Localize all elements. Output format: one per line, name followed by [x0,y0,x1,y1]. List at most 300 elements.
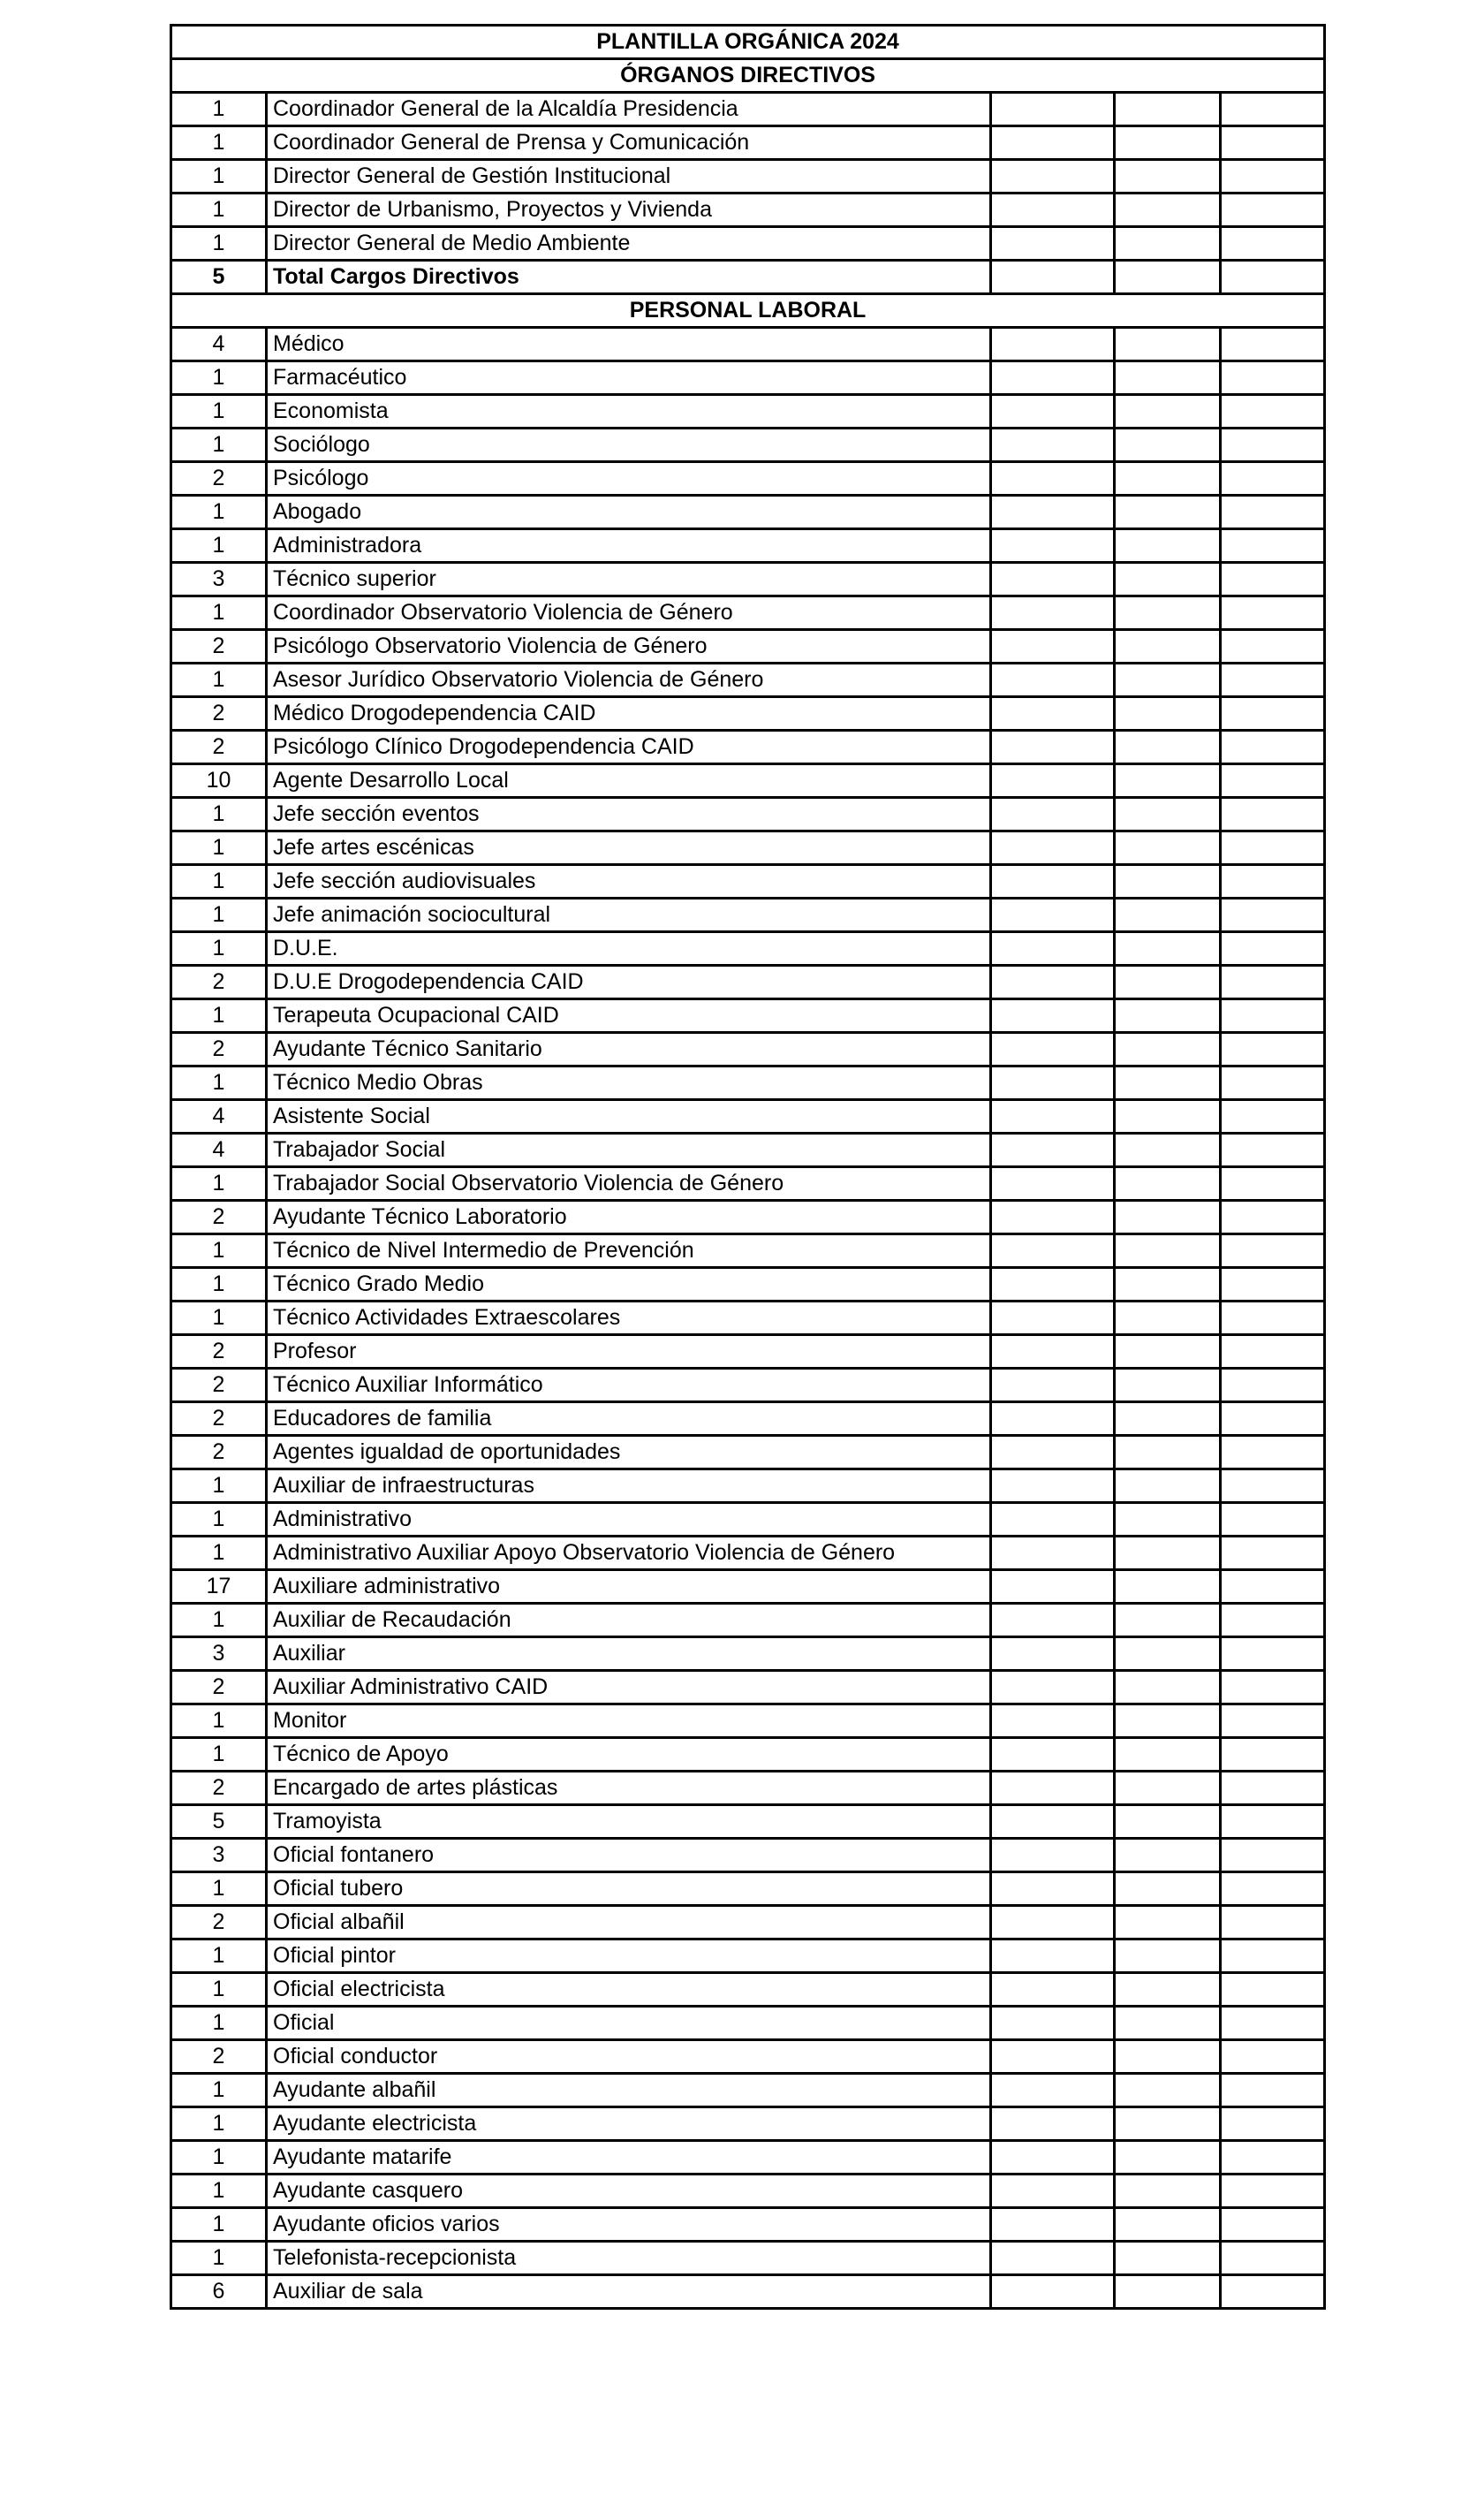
empty-cell [1115,1201,1221,1234]
empty-cell [1221,1671,1325,1704]
empty-cell [1221,1134,1325,1167]
empty-cell [1221,529,1325,563]
empty-cell [1115,261,1221,294]
empty-cell [991,160,1115,194]
count-cell: 1 [171,429,267,462]
count-cell: 1 [171,999,267,1033]
position-cell: Oficial fontanero [267,1839,991,1872]
count-cell: 1 [171,1738,267,1772]
empty-cell [1221,1066,1325,1100]
empty-cell [991,596,1115,630]
empty-cell [991,2208,1115,2242]
position-cell: Administrativo [267,1503,991,1537]
empty-cell [1115,2107,1221,2141]
position-cell: Educadores de familia [267,1402,991,1436]
empty-cell [1115,1671,1221,1704]
table-row [171,1066,1325,1100]
count-cell: 1 [171,2208,267,2242]
empty-cell [1221,697,1325,731]
table-row [171,529,1325,563]
position-cell: Agentes igualdad de oportunidades [267,1436,991,1469]
position-cell: Agente Desarrollo Local [267,764,991,798]
empty-cell [1221,1100,1325,1134]
empty-cell [1115,2141,1221,2175]
table-row [171,831,1325,865]
empty-cell [1115,2242,1221,2275]
empty-cell [991,2275,1115,2309]
empty-cell [1221,2141,1325,2175]
position-cell: Profesor [267,1335,991,1369]
empty-cell [991,1066,1115,1100]
position-cell: Oficial tubero [267,1872,991,1906]
count-cell: 2 [171,1402,267,1436]
count-cell: 4 [171,1100,267,1134]
table-row [171,462,1325,496]
empty-cell [991,126,1115,160]
table-row [171,1570,1325,1604]
empty-cell [991,1201,1115,1234]
empty-cell [991,999,1115,1033]
count-cell: 1 [171,1503,267,1537]
empty-cell [991,529,1115,563]
empty-cell [1221,1033,1325,1066]
empty-cell [1221,1167,1325,1201]
position-cell: Farmacéutico [267,361,991,395]
table-row [171,227,1325,261]
empty-cell [1221,1201,1325,1234]
empty-cell [1221,1839,1325,1872]
empty-cell [991,1805,1115,1839]
empty-cell [991,1234,1115,1268]
count-cell: 1 [171,1872,267,1906]
empty-cell [1221,1704,1325,1738]
empty-cell [1221,1570,1325,1604]
empty-cell [1115,328,1221,361]
empty-cell [991,1100,1115,1134]
count-cell: 1 [171,932,267,966]
empty-cell [991,429,1115,462]
empty-cell [1115,2208,1221,2242]
count-cell: 2 [171,1335,267,1369]
position-cell: Administradora [267,529,991,563]
count-cell: 1 [171,529,267,563]
count-cell: 2 [171,1671,267,1704]
empty-cell [1115,596,1221,630]
empty-cell [991,328,1115,361]
table-row [171,1402,1325,1436]
empty-cell [991,1134,1115,1167]
empty-cell [1115,1134,1221,1167]
table-row [171,1637,1325,1671]
empty-cell [1221,2074,1325,2107]
empty-cell [1221,429,1325,462]
empty-cell [1115,160,1221,194]
table-row [171,764,1325,798]
empty-cell [1221,1369,1325,1402]
position-cell: D.U.E. [267,932,991,966]
empty-cell [991,1469,1115,1503]
count-cell: 2 [171,1369,267,1402]
empty-cell [991,1637,1115,1671]
empty-cell [1115,1604,1221,1637]
empty-cell [1221,563,1325,596]
empty-cell [1221,831,1325,865]
table-row [171,899,1325,932]
empty-cell [1221,2007,1325,2040]
empty-cell [1115,1637,1221,1671]
empty-cell [1115,1369,1221,1402]
empty-cell [1115,1503,1221,1537]
position-cell: Técnico Medio Obras [267,1066,991,1100]
table-row [171,160,1325,194]
empty-cell [1115,563,1221,596]
empty-cell [1115,1100,1221,1134]
position-cell: Oficial conductor [267,2040,991,2074]
table-row [171,2242,1325,2275]
count-cell: 2 [171,966,267,999]
empty-cell [991,1503,1115,1537]
position-cell: Ayudante electricista [267,2107,991,2141]
count-cell: 1 [171,395,267,429]
empty-cell [1115,1973,1221,2007]
empty-cell [991,1973,1115,2007]
table-row [171,1604,1325,1637]
table-row [171,2040,1325,2074]
empty-cell [1115,865,1221,899]
table-row [171,2141,1325,2175]
table-row [171,1772,1325,1805]
empty-cell [1221,2040,1325,2074]
empty-cell [991,1906,1115,1939]
empty-cell [991,1335,1115,1369]
empty-cell [1221,93,1325,126]
position-cell: Oficial [267,2007,991,2040]
empty-cell [1221,596,1325,630]
empty-cell [991,2175,1115,2208]
position-cell: Director de Urbanismo, Proyectos y Vivienda [267,194,991,227]
count-cell: 1 [171,798,267,831]
position-cell: Oficial pintor [267,1939,991,1973]
count-cell: 1 [171,865,267,899]
count-cell: 2 [171,697,267,731]
table-row [171,966,1325,999]
empty-cell [991,1369,1115,1402]
empty-cell [1115,496,1221,529]
table-row [171,630,1325,664]
count-cell: 1 [171,2107,267,2141]
position-cell: Ayudante Técnico Sanitario [267,1033,991,1066]
empty-cell [1221,1268,1325,1302]
empty-cell [1115,899,1221,932]
empty-cell [1221,1939,1325,1973]
count-cell: 4 [171,328,267,361]
position-cell: Auxiliar de sala [267,2275,991,2309]
empty-cell [1115,1704,1221,1738]
empty-cell [1115,1839,1221,1872]
count-cell: 1 [171,361,267,395]
table-row [171,2175,1325,2208]
empty-cell [1115,462,1221,496]
table-row [171,1469,1325,1503]
staff-table [170,24,1326,2310]
empty-cell [991,697,1115,731]
position-cell: Psicólogo Clínico Drogodependencia CAID [267,731,991,764]
count-cell: 2 [171,1033,267,1066]
table-row [171,2107,1325,2141]
empty-cell [1115,630,1221,664]
position-cell: Monitor [267,1704,991,1738]
position-cell: Coordinador General de Prensa y Comunicación [267,126,991,160]
empty-cell [991,798,1115,831]
table-row [171,1973,1325,2007]
empty-cell [991,93,1115,126]
position-cell: Auxiliare administrativo [267,1570,991,1604]
empty-cell [1221,1872,1325,1906]
count-cell: 1 [171,1302,267,1335]
table-row [171,932,1325,966]
staff-table-body [171,26,1325,2309]
position-cell: Ayudante matarife [267,2141,991,2175]
empty-cell [1115,1234,1221,1268]
position-cell: Técnico de Apoyo [267,1738,991,1772]
count-cell: 6 [171,2275,267,2309]
count-cell: 1 [171,1537,267,1570]
empty-cell [1115,361,1221,395]
empty-cell [1221,160,1325,194]
empty-cell [1115,194,1221,227]
empty-cell [1115,1805,1221,1839]
empty-cell [991,1738,1115,1772]
empty-cell [1115,1167,1221,1201]
empty-cell [991,731,1115,764]
empty-cell [991,2141,1115,2175]
position-cell: Auxiliar [267,1637,991,1671]
empty-cell [1115,2040,1221,2074]
empty-cell [991,764,1115,798]
count-cell: 1 [171,194,267,227]
table-title: PLANTILLA ORGÁNICA 2024 [171,26,1325,59]
table-row [171,1268,1325,1302]
empty-cell [1115,395,1221,429]
empty-cell [1115,2275,1221,2309]
empty-cell [991,2074,1115,2107]
count-cell: 1 [171,831,267,865]
empty-cell [1115,529,1221,563]
empty-cell [1221,966,1325,999]
count-cell: 1 [171,1234,267,1268]
table-row [171,1234,1325,1268]
position-cell: Trabajador Social Observatorio Violencia de Género [267,1167,991,1201]
empty-cell [1221,1402,1325,1436]
table-row [171,328,1325,361]
position-cell: Total Cargos Directivos [267,261,991,294]
empty-cell [1115,1402,1221,1436]
table-row [171,1738,1325,1772]
empty-cell [1115,731,1221,764]
empty-cell [991,1704,1115,1738]
empty-cell [1115,2074,1221,2107]
position-cell: Administrativo Auxiliar Apoyo Observatorio Violencia de Género [267,1537,991,1570]
empty-cell [1221,227,1325,261]
position-cell: Médico Drogodependencia CAID [267,697,991,731]
empty-cell [1115,1906,1221,1939]
empty-cell [991,899,1115,932]
table-row [171,93,1325,126]
table-row [171,865,1325,899]
position-cell: Técnico Auxiliar Informático [267,1369,991,1402]
empty-cell [1221,1973,1325,2007]
empty-cell [991,395,1115,429]
empty-cell [1115,1872,1221,1906]
table-row [171,1671,1325,1704]
position-cell: Ayudante albañil [267,2074,991,2107]
position-cell: Ayudante oficios varios [267,2208,991,2242]
empty-cell [1221,1906,1325,1939]
empty-cell [991,1537,1115,1570]
empty-cell [991,2007,1115,2040]
table-row [171,596,1325,630]
count-cell: 1 [171,126,267,160]
empty-cell [1221,1772,1325,1805]
position-cell: Telefonista-recepcionista [267,2242,991,2275]
empty-cell [1115,1469,1221,1503]
count-cell: 1 [171,1604,267,1637]
count-cell: 2 [171,1436,267,1469]
count-cell: 1 [171,2242,267,2275]
position-cell: Auxiliar de infraestructuras [267,1469,991,1503]
empty-cell [1115,1772,1221,1805]
empty-cell [991,664,1115,697]
table-row [171,2007,1325,2040]
table-row [171,1805,1325,1839]
empty-cell [1221,1738,1325,1772]
count-cell: 1 [171,1469,267,1503]
empty-cell [991,831,1115,865]
table-row [171,1906,1325,1939]
position-cell: Oficial electricista [267,1973,991,2007]
empty-cell [991,1604,1115,1637]
position-cell: Psicólogo [267,462,991,496]
empty-cell [991,1839,1115,1872]
empty-cell [1115,664,1221,697]
empty-cell [1221,664,1325,697]
empty-cell [991,2040,1115,2074]
empty-cell [1115,1570,1221,1604]
table-row [171,126,1325,160]
count-cell: 1 [171,2141,267,2175]
empty-cell [991,630,1115,664]
count-cell: 5 [171,1805,267,1839]
empty-cell [1115,798,1221,831]
table-row [171,664,1325,697]
empty-cell [1221,126,1325,160]
count-cell: 2 [171,1201,267,1234]
table-row [171,1134,1325,1167]
position-cell: Asistente Social [267,1100,991,1134]
empty-cell [1115,999,1221,1033]
position-cell: Auxiliar de Recaudación [267,1604,991,1637]
count-cell: 2 [171,1906,267,1939]
count-cell: 2 [171,462,267,496]
empty-cell [1221,932,1325,966]
empty-cell [1115,227,1221,261]
table-row [171,1369,1325,1402]
count-cell: 1 [171,1939,267,1973]
position-cell: Coordinador General de la Alcaldía Presidencia [267,93,991,126]
empty-cell [1221,1469,1325,1503]
empty-cell [1221,1604,1325,1637]
empty-cell [1115,1537,1221,1570]
empty-cell [1221,2275,1325,2309]
position-cell: Médico [267,328,991,361]
position-cell: Director General de Medio Ambiente [267,227,991,261]
position-cell: D.U.E Drogodependencia CAID [267,966,991,999]
empty-cell [1221,1537,1325,1570]
table-row [171,361,1325,395]
empty-cell [1221,764,1325,798]
table-row [171,731,1325,764]
empty-cell [991,932,1115,966]
empty-cell [1221,731,1325,764]
empty-cell [1221,798,1325,831]
position-cell: Abogado [267,496,991,529]
position-cell: Jefe sección eventos [267,798,991,831]
empty-cell [1115,932,1221,966]
empty-cell [991,1033,1115,1066]
table-row [171,798,1325,831]
position-cell: Coordinador Observatorio Violencia de Género [267,596,991,630]
empty-cell [991,966,1115,999]
count-cell: 2 [171,1772,267,1805]
total-row [171,261,1325,294]
position-cell: Economista [267,395,991,429]
empty-cell [991,496,1115,529]
table-row [171,697,1325,731]
empty-cell [1221,261,1325,294]
count-cell: 3 [171,563,267,596]
table-row [171,1100,1325,1134]
position-cell: Psicólogo Observatorio Violencia de Género [267,630,991,664]
count-cell: 1 [171,227,267,261]
empty-cell [1115,1738,1221,1772]
count-cell: 1 [171,596,267,630]
empty-cell [991,2107,1115,2141]
count-cell: 1 [171,1704,267,1738]
empty-cell [1221,1503,1325,1537]
empty-cell [991,227,1115,261]
count-cell: 17 [171,1570,267,1604]
empty-cell [991,1772,1115,1805]
table-row [171,1167,1325,1201]
empty-cell [1115,1302,1221,1335]
position-cell: Asesor Jurídico Observatorio Violencia de Género [267,664,991,697]
empty-cell [1115,2175,1221,2208]
table-row [171,1503,1325,1537]
empty-cell [1221,361,1325,395]
position-cell: Jefe sección audiovisuales [267,865,991,899]
empty-cell [1221,2175,1325,2208]
empty-cell [1115,1066,1221,1100]
empty-cell [991,1268,1115,1302]
position-cell: Técnico Actividades Extraescolares [267,1302,991,1335]
count-cell: 1 [171,2074,267,2107]
empty-cell [991,1436,1115,1469]
count-cell: 1 [171,496,267,529]
empty-cell [1221,999,1325,1033]
empty-cell [1115,697,1221,731]
count-cell: 2 [171,731,267,764]
empty-cell [991,1671,1115,1704]
